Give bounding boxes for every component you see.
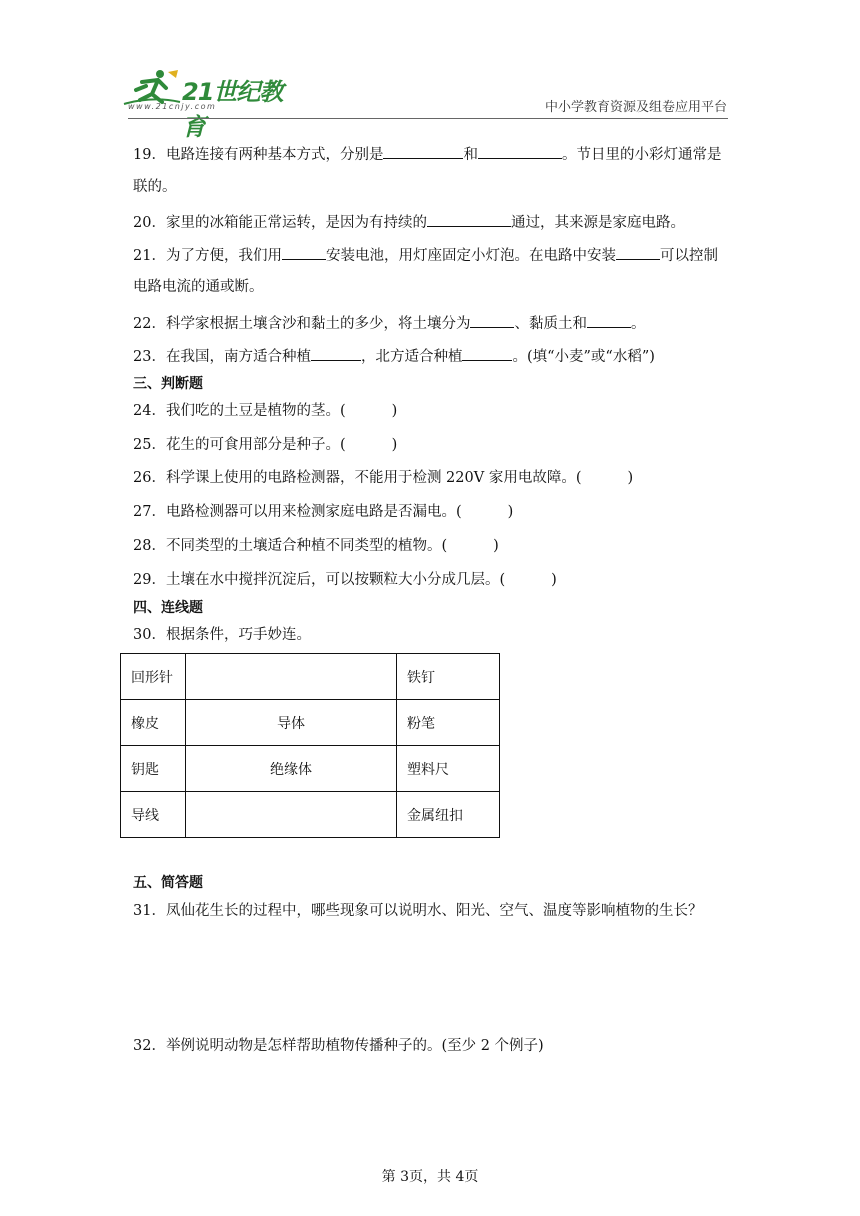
logo-text: 21世纪教育 xyxy=(182,78,283,141)
answer-blank[interactable] xyxy=(478,143,562,159)
answer-blank[interactable] xyxy=(587,312,631,328)
table-row xyxy=(121,746,500,792)
section-heading-judgment: 三、判断题 xyxy=(133,376,203,392)
question-24: 24．我们吃的土豆是植物的茎。( ) xyxy=(133,403,398,419)
platform-name: 中小学教育资源及组卷应用平台 xyxy=(544,100,727,115)
section-heading-matching: 四、连线题 xyxy=(133,600,203,616)
question-20: 20．家里的冰箱能正常运转，是因为有持续的 通过，其来源是家庭电路。 xyxy=(133,211,685,233)
page-number: 第 3页，共 4页 xyxy=(381,1169,479,1185)
question-19: 19．电路连接有两种基本方式，分别是 和 。节日里的小彩灯通常是 xyxy=(133,143,721,165)
answer-blank[interactable] xyxy=(383,143,463,159)
question-31: 31．凤仙花生长的过程中，哪些现象可以说明水、阳光、空气、温度等影响植物的生长？ xyxy=(133,903,703,919)
answer-blank[interactable] xyxy=(427,211,511,227)
table-cell: 塑料尺 xyxy=(397,746,500,792)
logo xyxy=(122,68,292,141)
question-21-cont: 电路电流的通或断。 xyxy=(133,279,264,295)
answer-blank[interactable] xyxy=(311,345,361,361)
table-row xyxy=(121,792,500,838)
answer-blank[interactable] xyxy=(282,244,326,260)
answer-blank[interactable] xyxy=(470,312,514,328)
question-32: 32．举例说明动物是怎样帮助植物传播种子的。(至少 2 个例子) xyxy=(133,1038,544,1054)
table-cell: 钥匙 xyxy=(121,746,186,792)
question-26: 26．科学课上使用的电路检测器，不能用于检测 220V 家用电故障。( ) xyxy=(133,470,634,486)
table-cell: 金属纽扣 xyxy=(397,792,500,838)
table-row xyxy=(121,654,500,700)
table-cell: 导体 xyxy=(186,700,397,746)
matching-table xyxy=(120,653,500,838)
table-cell xyxy=(186,792,397,838)
question-28: 28．不同类型的土壤适合种植不同类型的植物。( ) xyxy=(133,538,499,554)
header-divider xyxy=(128,118,728,119)
table-row xyxy=(121,700,500,746)
table-cell: 导线 xyxy=(121,792,186,838)
table-cell xyxy=(186,654,397,700)
question-22: 22．科学家根据土壤含沙和黏土的多少，将土壤分为 、黏质土和 。 xyxy=(133,312,645,334)
question-21: 21．为了方便，我们用 安装电池，用灯座固定小灯泡。在电路中安装 可以控制 xyxy=(133,244,718,266)
section-heading-short-answer: 五、简答题 xyxy=(133,875,203,891)
logo-url: www.21cnjy.com xyxy=(128,102,217,111)
table-cell: 橡皮 xyxy=(121,700,186,746)
question-30: 30．根据条件，巧手妙连。 xyxy=(133,627,311,643)
table-cell: 绝缘体 xyxy=(186,746,397,792)
page-header xyxy=(0,0,860,141)
question-25: 25．花生的可食用部分是种子。( ) xyxy=(133,437,398,453)
question-29: 29．土壤在水中搅拌沉淀后，可以按颗粒大小分成几层。( ) xyxy=(133,572,557,588)
question-27: 27．电路检测器可以用来检测家庭电路是否漏电。( ) xyxy=(133,504,514,520)
table-cell: 粉笔 xyxy=(397,700,500,746)
question-23: 23．在我国，南方适合种植 ，北方适合种植 。(填“小麦”或“水稻”) xyxy=(133,345,655,367)
table-cell: 铁钉 xyxy=(397,654,500,700)
question-19-cont: 联的。 xyxy=(133,179,177,195)
answer-blank[interactable] xyxy=(616,244,660,260)
answer-blank[interactable] xyxy=(462,345,512,361)
table-cell: 回形针 xyxy=(121,654,186,700)
